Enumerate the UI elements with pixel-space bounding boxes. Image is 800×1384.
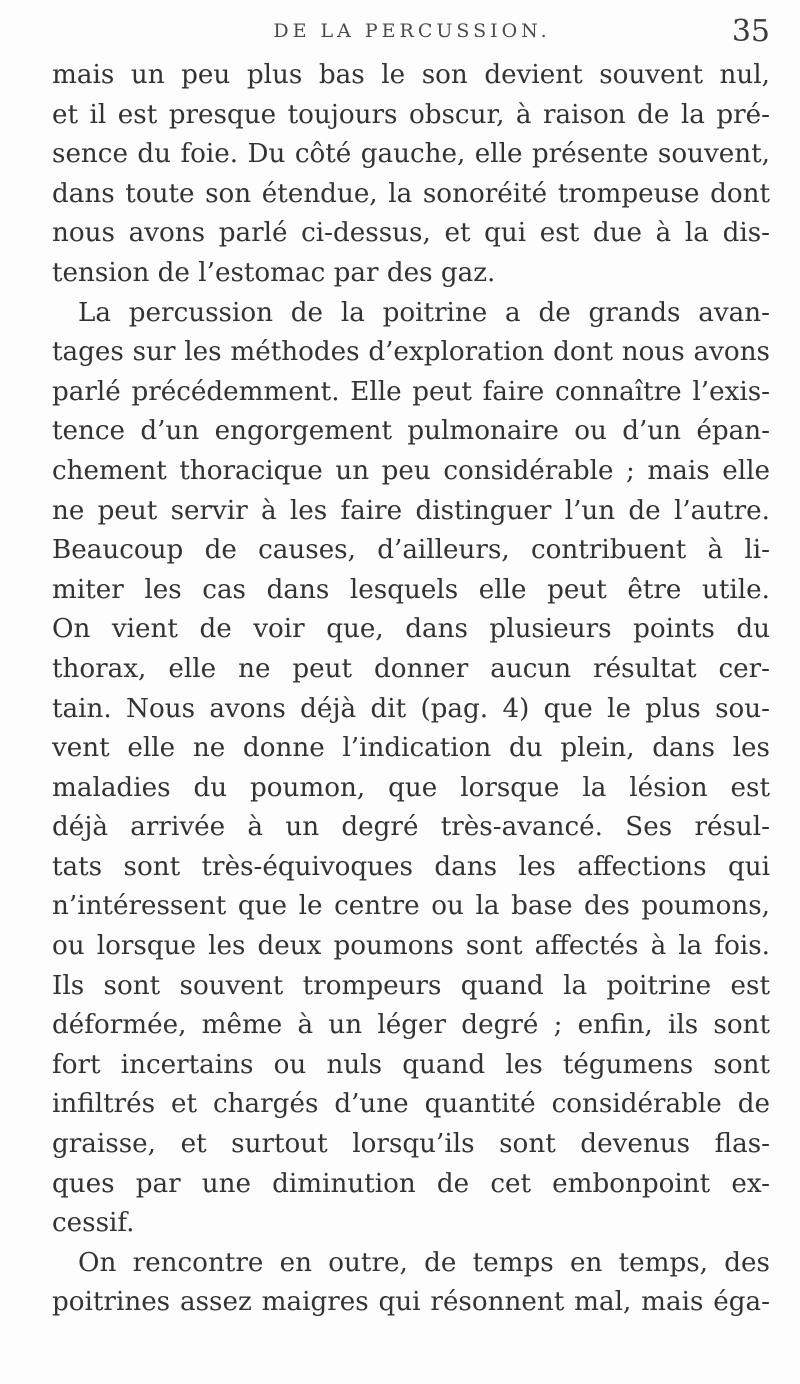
text-line: poitrines assez maigres qui résonnent mal, mais éga-: [52, 1287, 770, 1318]
text-line: ques par une diminution de cet embonpoint ex-: [52, 1168, 770, 1199]
text-line: La percussion de la poitrine a de grands avan-: [78, 297, 770, 328]
text-line: chement thoracique un peu considérable ; mais elle: [52, 455, 770, 486]
text-line: ne peut servir à les faire distinguer l’un de l’autre.: [52, 495, 770, 526]
text-line: dans toute son étendue, la sonoréité trompeuse dont: [52, 178, 770, 209]
text-line: On rencontre en outre, de temps en temps, des: [78, 1247, 770, 1278]
paragraph-2: [52, 294, 770, 1244]
text-line: et il est presque toujours obscur, à raison de la pré-: [52, 99, 770, 130]
text-line: graisse, et surtout lorsqu’ils sont devenus flas-: [52, 1129, 770, 1160]
text-line: n’intéressent que le centre ou la base des poumons,: [52, 891, 770, 922]
paragraph-3: [52, 1244, 770, 1323]
running-title: DE LA PERCUSSION.: [273, 20, 551, 42]
body-text: [52, 56, 770, 1323]
text-line: déjà arrivée à un degré très-avancé. Ses résul-: [52, 812, 770, 843]
text-line: thorax, elle ne peut donner aucun résultat cer-: [52, 653, 770, 684]
text-line: fort incertains ou nuls quand les tégumens sont: [52, 1049, 770, 1080]
text-line: Beaucoup de causes, d’ailleurs, contribuent à li-: [52, 535, 770, 566]
text-line: nous avons parlé ci-dessus, et qui est due à la dis-: [52, 218, 770, 249]
running-head: [52, 12, 772, 52]
text-line: miter les cas dans lesquels elle peut être utile.: [52, 574, 770, 605]
text-line: tages sur les méthodes d’exploration dont nous avons: [52, 337, 770, 368]
page-number: 35: [731, 14, 770, 49]
text-line: ou lorsque les deux poumons sont affectés à la fois.: [52, 931, 770, 962]
text-line: maladies du poumon, que lorsque la lésion est: [52, 772, 770, 803]
text-line: mais un peu plus bas le son devient souvent nul,: [52, 60, 770, 90]
paragraph-1: [52, 56, 770, 294]
text-line: tension de l’estomac par des gaz.: [52, 257, 496, 288]
text-line: Ils sont souvent trompeurs quand la poitrine est: [52, 970, 770, 1001]
text-line: On vient de voir que, dans plusieurs points du: [52, 614, 770, 645]
text-line: déformée, même à un léger degré ; enfin, ils sont: [52, 1010, 770, 1041]
text-line: vent elle ne donne l’indication du plein, dans les: [52, 733, 770, 764]
text-line: tence d’un engorgement pulmonaire ou d’un épan-: [52, 416, 770, 447]
text-line: infiltrés et chargés d’une quantité considérable de: [52, 1089, 770, 1120]
text-line: tats sont très-équivoques dans les affections qui: [52, 851, 770, 882]
text-line: parlé précédemment. Elle peut faire connaître l’exis-: [52, 376, 770, 407]
text-line: sence du foie. Du côté gauche, elle présente souvent,: [52, 139, 770, 170]
text-line: tain. Nous avons déjà dit (pag. 4) que le plus sou-: [52, 693, 770, 724]
text-line: cessif.: [52, 1208, 135, 1239]
